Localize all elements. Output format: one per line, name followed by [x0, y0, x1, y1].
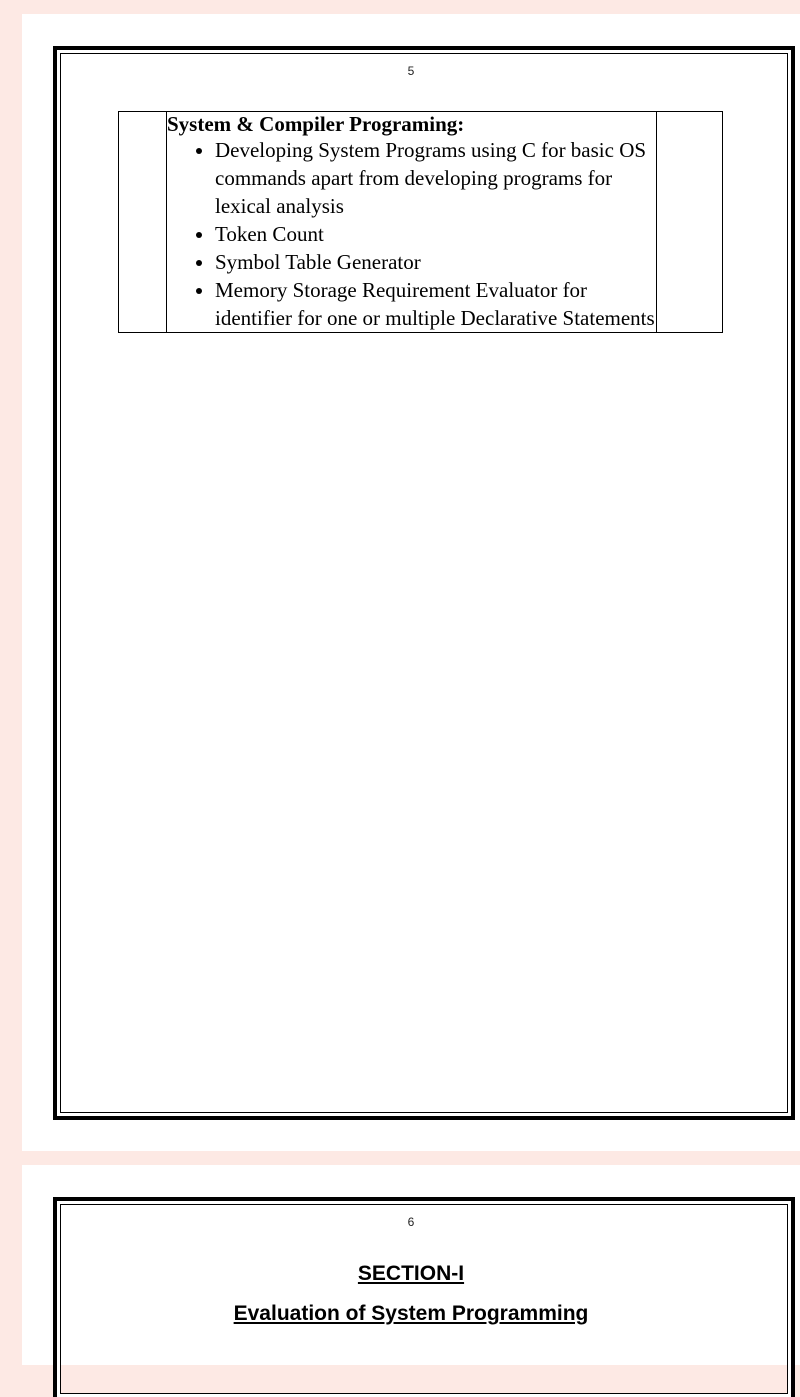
list-item: • Token Count	[215, 220, 656, 248]
content-list	[167, 136, 656, 332]
list-item: • Symbol Table Generator	[215, 248, 656, 276]
table-cell-left	[119, 112, 167, 333]
section-title: SECTION-I	[357, 1262, 465, 1285]
document-page-5	[22, 14, 800, 1151]
syllabus-table	[118, 111, 723, 333]
section-subtitle: Evaluation of System Programming	[233, 1302, 589, 1325]
content-heading: System & Compiler Programing:	[167, 112, 465, 136]
list-item: • Developing System Programs using C for basic OS commands apart from developing programs for lexical analysis	[215, 136, 656, 220]
page-number: 5	[407, 64, 415, 78]
list-item: • Memory Storage Requirement Evaluator for identifier for one or multiple Declarative Statements	[215, 276, 656, 332]
table-cell-right	[657, 112, 723, 333]
page-number: 6	[407, 1215, 415, 1229]
table-cell-content	[167, 112, 657, 333]
document-page-6	[22, 1165, 800, 1365]
